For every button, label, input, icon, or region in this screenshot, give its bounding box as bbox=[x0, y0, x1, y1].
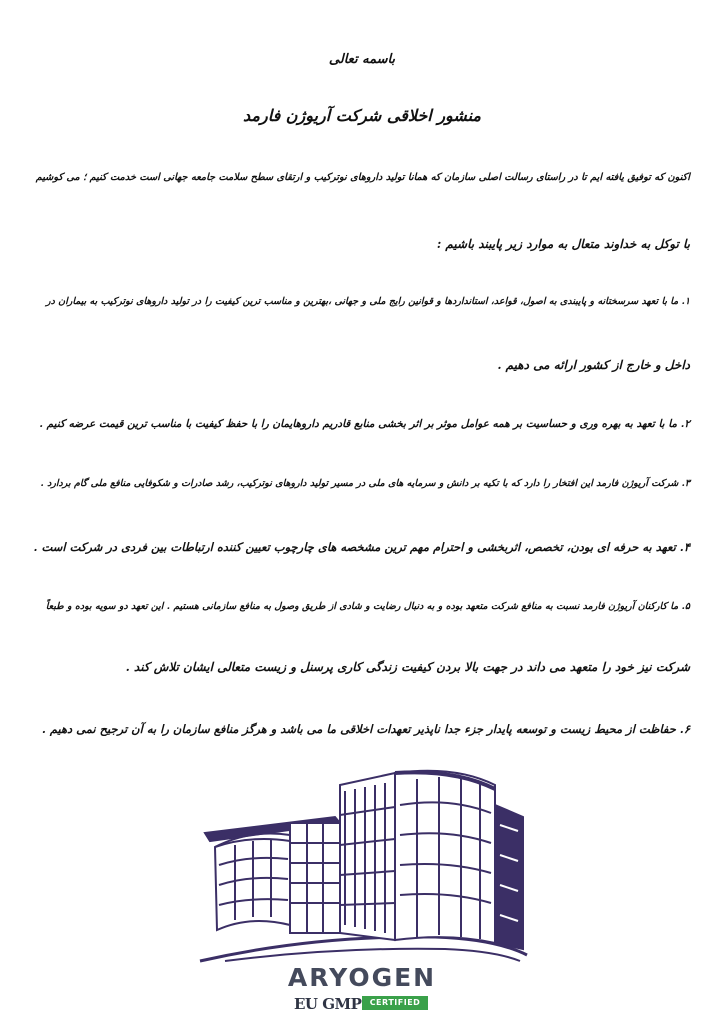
logo-certified-badge: CERTIFIED bbox=[362, 996, 428, 1010]
aryogen-logo bbox=[282, 964, 442, 1016]
intro-line-1: اکنون که توفیق یافته ایم تا در راستای رسالت اصلی سازمان که همانا تولید داروهای نوترکیب و ارتقای سطح سلامت جامعه جهانی است خدمت کنیم ؛ می کوشیم bbox=[35, 172, 690, 183]
intro-line-2: با توکل به خداوند متعال به موارد زیر پایبند باشیم : bbox=[436, 237, 690, 251]
clause-5-line-1: ۵. ما کارکنان آریوژن فارمد نسبت به منافع شرکت متعهد بوده و به دنبال رضایت و شادی از طریق وصول به منافع سازمانی هستیم . این تعهد دو سویه بوده و طبعاً bbox=[45, 601, 690, 612]
clause-3: ۳. شرکت آریوژن فارمد این افتخار را دارد که با تکیه بر دانش و سرمایه های ملی در مسیر تولید داروهای نوترکیب، رشد صادرات و شکوفایی منافع ملی گام بردارد . bbox=[40, 478, 690, 489]
document-title: منشور اخلاقی شرکت آریوژن فارمد bbox=[243, 106, 481, 125]
logo-certification bbox=[294, 994, 434, 1014]
clause-1-line-1: ۱. ما با تعهد سرسختانه و پایبندی به اصول، قواعد، استانداردها و قوانین رایج ملی و جهانی ،بهترین و مناسب ترین کیفیت را در تولید داروهای نوترکیب به بیماران در bbox=[45, 296, 690, 307]
clause-5-line-2: شرکت نیز خود را متعهد می داند در جهت بالا بردن کیفیت زندگی کاری پرسنل و زیست متعالی ایشان تلاش کند . bbox=[125, 660, 690, 674]
clause-2: ۲. ما با تعهد به بهره وری و حساسیت بر همه عوامل موثر بر اثر بخشی منابع قادریم داروهایمان را با حفظ کیفیت با مناسب ترین قیمت عرضه کنیم . bbox=[39, 418, 690, 430]
clause-4: ۴. تعهد به حرفه ای بودن، تخصص، اثربخشی و احترام مهم ترین مشخصه های چارچوب تعیین کننده ارتباطات بین فردی در شرکت است . bbox=[33, 540, 690, 554]
invocation-heading: باسمه تعالی bbox=[328, 52, 396, 67]
clause-6: ۶. حفاظت از محیط زیست و توسعه پایدار جزء جدا ناپذیر تعهدات اخلاقی ما می باشد و هرگز منافع سازمان را به آن ترجیح نمی دهیم . bbox=[41, 722, 690, 736]
building-illustration bbox=[195, 765, 530, 963]
clause-1-line-2: داخل و خارج از کشور ارائه می دهیم . bbox=[497, 358, 690, 372]
logo-wordmark: ARYOGEN bbox=[287, 963, 437, 992]
logo-eu-gmp: EU GMP bbox=[294, 995, 362, 1013]
